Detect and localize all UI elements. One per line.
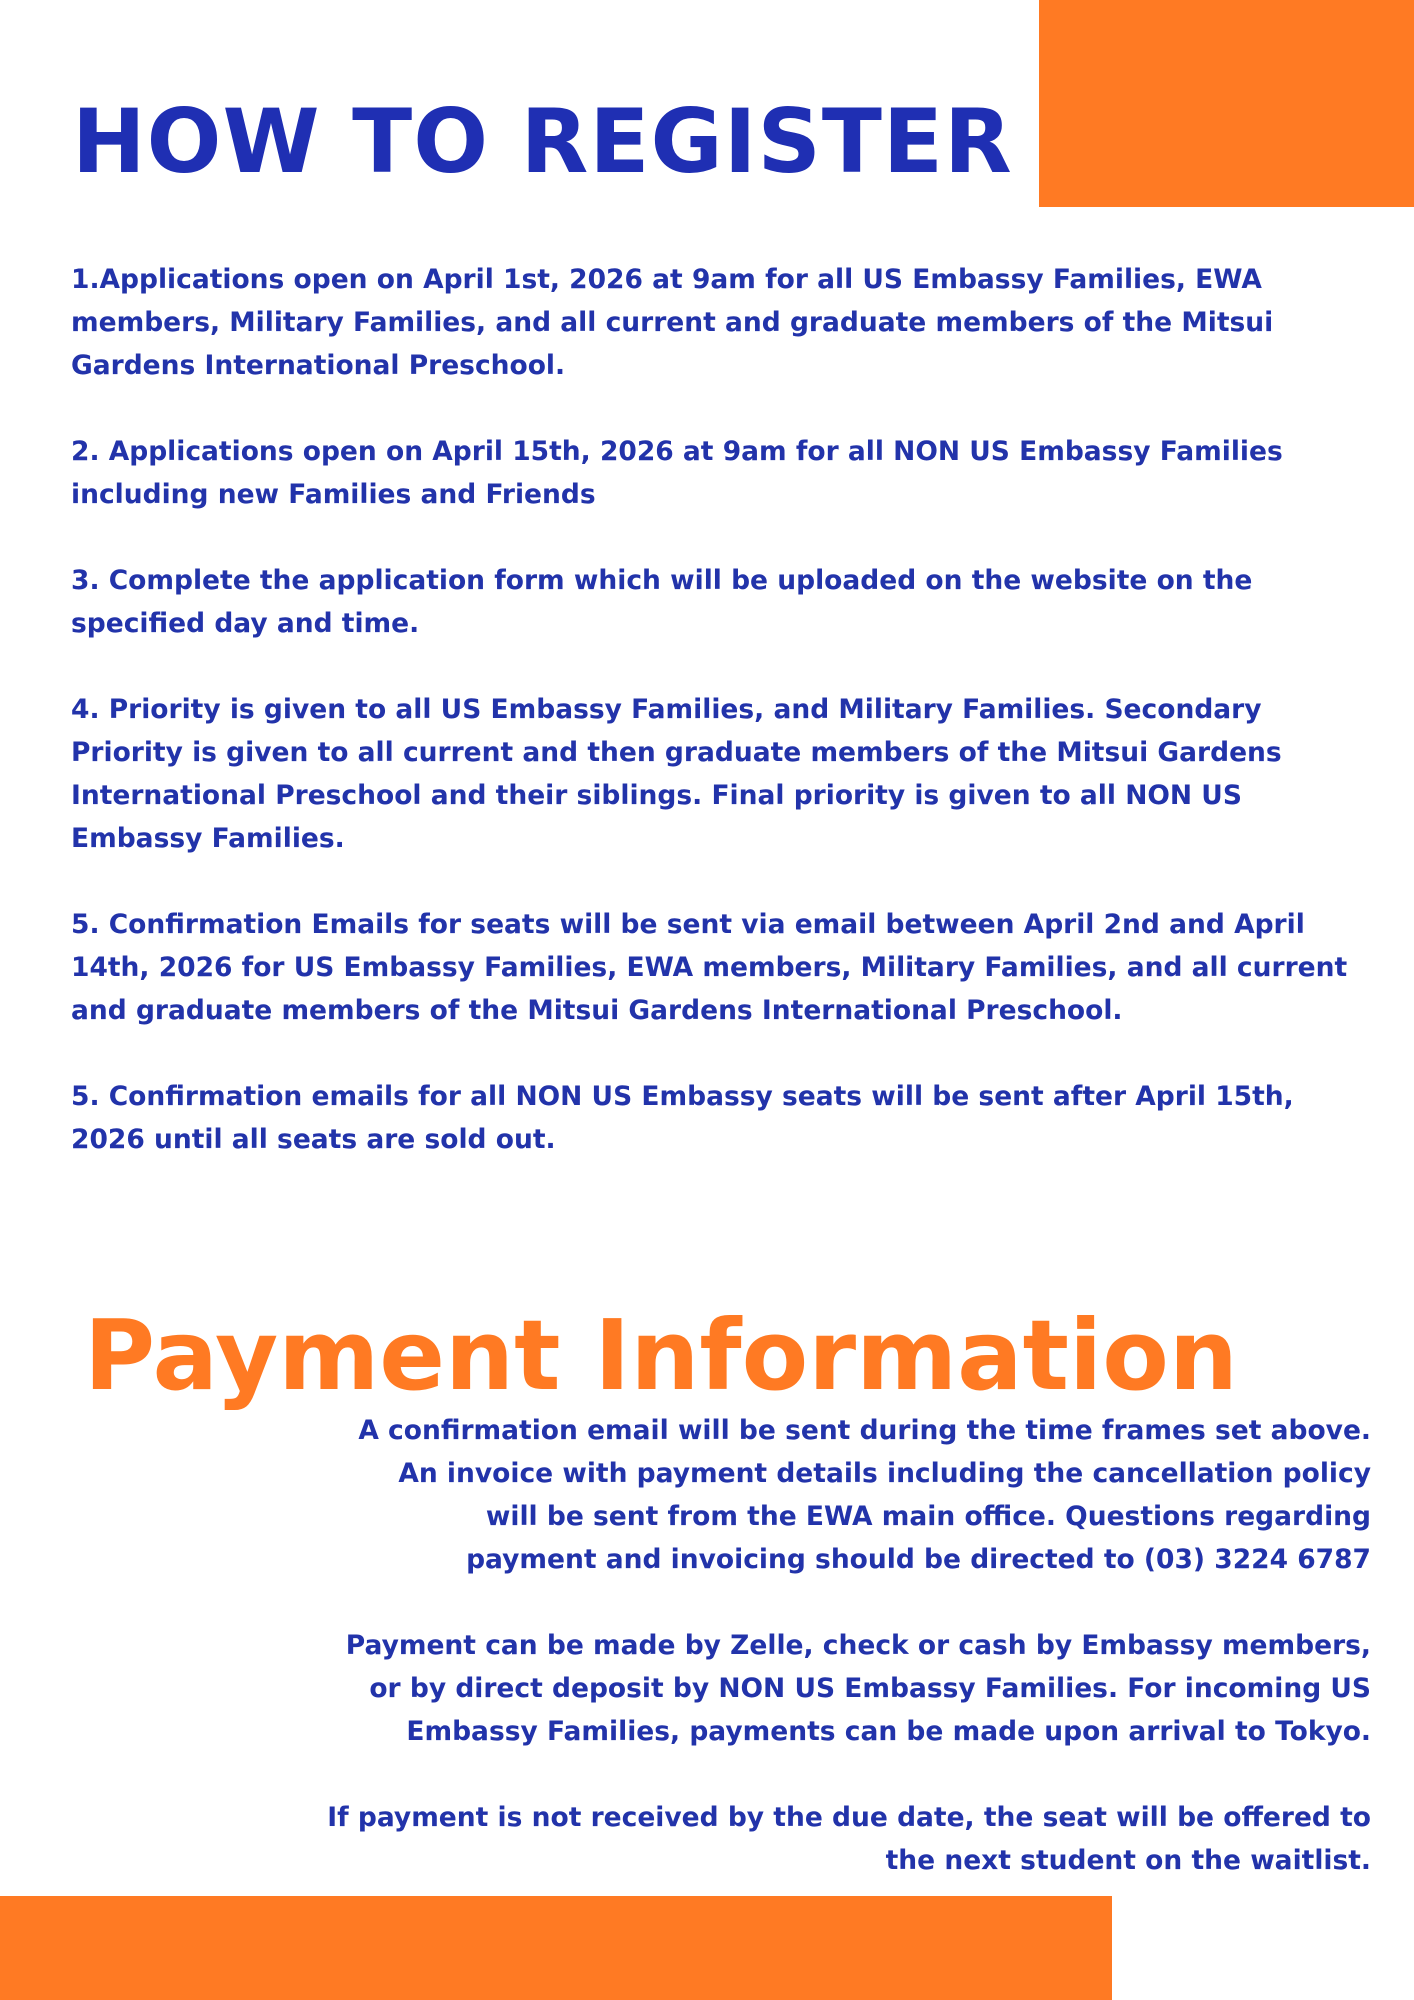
payment-title: Payment Information: [84, 1299, 1238, 1412]
registration-steps: [71, 258, 1366, 1204]
step-3: 3. Complete the application form which will be uploaded on the website on the specified day and time.: [71, 565, 1253, 639]
payment-line: will be sent from the EWA main office. Questions regarding: [485, 1501, 1371, 1532]
payment-line: Embassy Families, payments can be made upon arrival to Tokyo.: [406, 1716, 1371, 1747]
payment-line: A confirmation email will be sent during the time frames set above.: [358, 1415, 1371, 1446]
step-2: 2. Applications open on April 15th, 2026 at 9am for all NON US Embassy Families including new Families and Friends: [71, 436, 1283, 510]
step-1: 1.Applications open on April 1st, 2026 at 9am for all US Embassy Families, EWA members, Military Families, and all current and graduate members of the Mitsui Gardens International Preschool.: [71, 264, 1274, 381]
step-6: 5. Confirmation emails for all NON US Embassy seats will be sent after April 15th, 2026 until all seats are sold out.: [71, 1081, 1294, 1155]
payment-details: [220, 1409, 1371, 1925]
step-5: 5. Confirmation Emails for seats will be sent via email between April 2nd and April 14th, 2026 for US Embassy Families, EWA members, Military Families, and all current and graduate members of the Mitsui Gardens International Preschool.: [71, 909, 1348, 1026]
payment-line: Payment can be made by Zelle, check or cash by Embassy members,: [345, 1630, 1371, 1661]
orange-bottom-bar: [0, 1896, 1112, 2000]
payment-line: An invoice with payment details including the cancellation policy: [398, 1458, 1371, 1489]
payment-paragraph-due-date: [220, 1796, 1371, 1882]
payment-line: If payment is not received by the due date, the seat will be offered to: [327, 1802, 1371, 1833]
payment-line: or by direct deposit by NON US Embassy Families. For incoming US: [369, 1673, 1371, 1704]
payment-line: payment and invoicing should be directed to (03) 3224 6787: [466, 1544, 1371, 1575]
payment-line: the next student on the waitlist.: [885, 1845, 1371, 1876]
orange-corner-block: [1039, 0, 1414, 207]
payment-paragraph-methods: [220, 1624, 1371, 1753]
payment-paragraph-confirmation: [220, 1409, 1371, 1581]
page-title: HOW TO REGISTER: [72, 90, 1013, 193]
step-4: 4. Priority is given to all US Embassy Families, and Military Families. Secondary Priority is given to all current and then graduate members of the Mitsui Gardens International Preschool and their siblings. Final priority is given to all NON US Embassy Families.: [71, 694, 1282, 854]
